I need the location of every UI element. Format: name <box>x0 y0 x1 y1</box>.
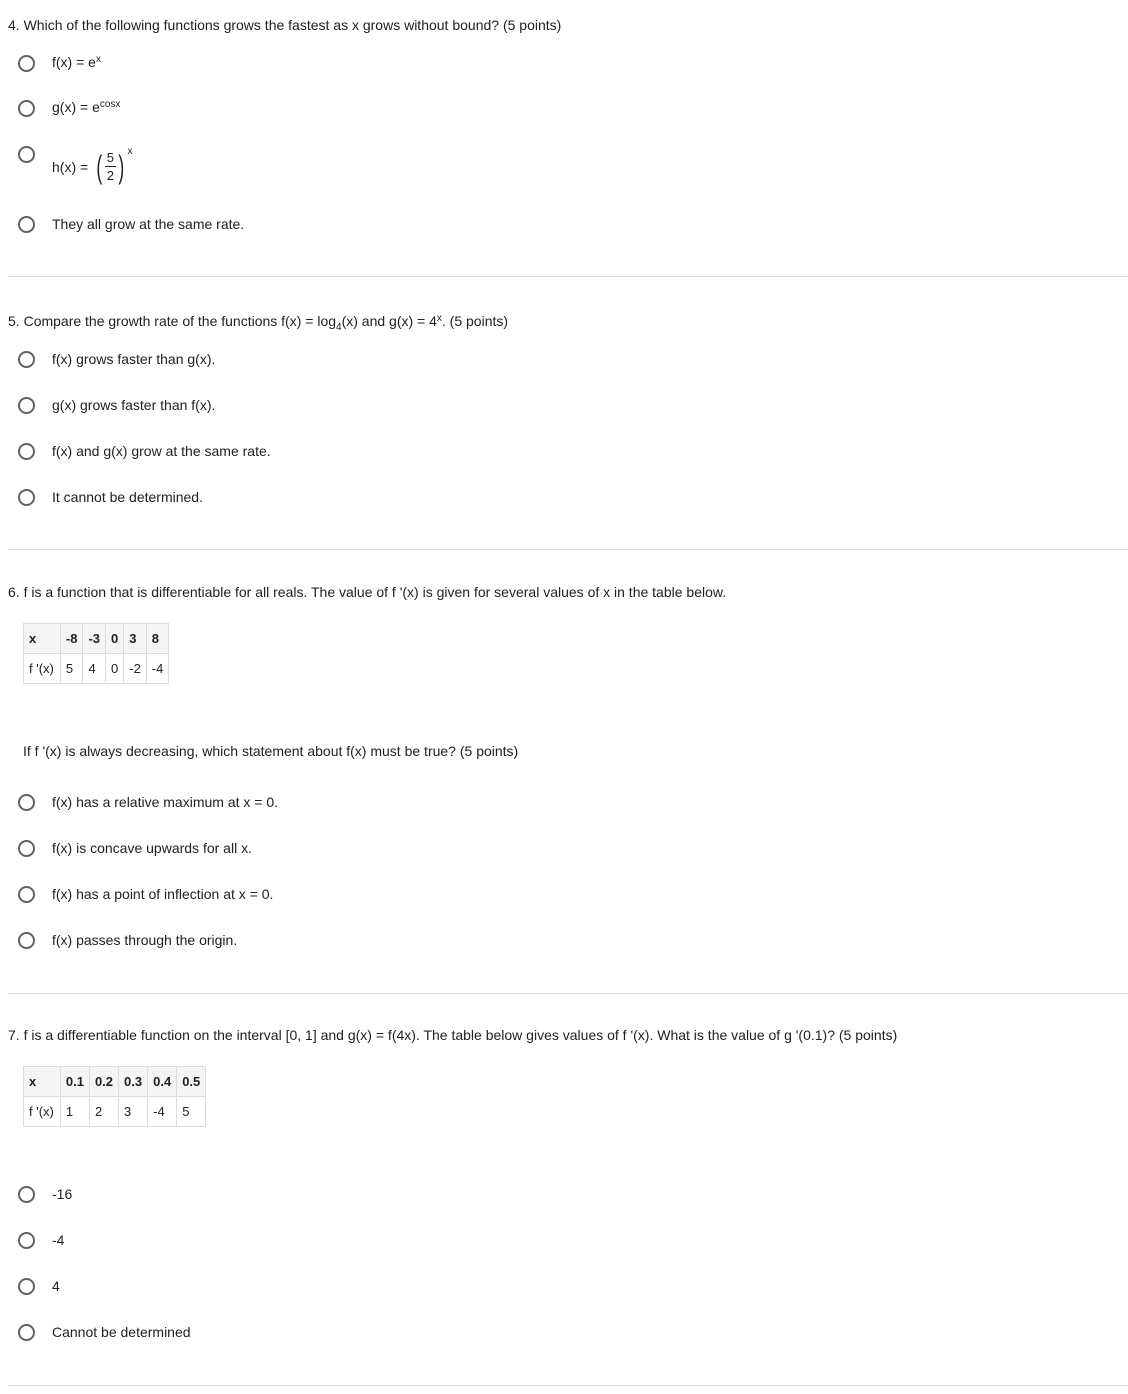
q4-option-1[interactable] <box>18 52 101 74</box>
radio-button[interactable] <box>18 100 35 117</box>
table-row: x 0.1 0.2 0.3 0.4 0.5 <box>24 1067 206 1097</box>
q4-option-2-label: $g(x) = e^{cosx}$ <box>52 98 121 115</box>
question-4-number: 4. <box>8 17 20 33</box>
q4-option-4[interactable] <box>18 213 244 235</box>
divider <box>8 1385 1128 1386</box>
q5-option-2[interactable] <box>18 394 215 416</box>
q7-option-2[interactable] <box>18 1229 64 1251</box>
q7-values-table <box>23 1066 206 1127</box>
radio-button[interactable] <box>18 1232 35 1249</box>
q5-option-4[interactable] <box>18 486 203 508</box>
radio-button[interactable] <box>18 443 35 460</box>
q6-option-3-label: f(x) has a point of inflection at x = 0. <box>52 886 274 902</box>
q4-option-3-label: h(x) = ( $\frac{5}{2}$ ) x <box>52 146 133 185</box>
table-row: x -8 -3 0 3 8 <box>24 624 169 654</box>
question-7-text: 7. f is a differentiable function on the interval [0, 1] and g(x) = f(4x). The table below gives values of f '(x). What is the value of g '(0.1)? (5 points) <box>8 1027 898 1043</box>
q7-option-3-label: 4 <box>52 1278 60 1294</box>
table-row: f '(x) 1 2 3 -4 5 <box>24 1097 206 1127</box>
question-4-text <box>8 16 561 34</box>
q5-option-2-label: g(x) grows faster than f(x). <box>52 397 216 413</box>
q6-option-4[interactable] <box>18 929 237 951</box>
radio-button[interactable] <box>18 216 35 233</box>
radio-button[interactable] <box>18 1278 35 1295</box>
q4-option-2[interactable] <box>18 97 120 119</box>
question-6-subquestion: If f '(x) is always decreasing, which statement about f(x) must be true? (5 points) <box>23 743 519 759</box>
q5-option-3[interactable] <box>18 440 271 462</box>
q5-option-4-label: It cannot be determined. <box>52 489 203 505</box>
q6-option-1[interactable] <box>18 791 278 813</box>
radio-button[interactable] <box>18 794 35 811</box>
q6-option-3[interactable] <box>18 883 273 905</box>
q7-option-2-label: -4 <box>52 1232 65 1248</box>
question-6-text: 6. f is a function that is differentiable for all reals. The value of f '(x) is given for several values of x in the table below. <box>8 584 727 600</box>
q7-option-4[interactable] <box>18 1321 191 1343</box>
radio-button[interactable] <box>18 489 35 506</box>
q5-option-1[interactable] <box>18 348 215 370</box>
q5-option-1-label: f(x) grows faster than g(x). <box>52 351 216 367</box>
radio-button[interactable] <box>18 55 35 72</box>
divider <box>8 993 1128 994</box>
radio-button[interactable] <box>18 397 35 414</box>
divider <box>8 549 1128 550</box>
q7-option-4-label: Cannot be determined <box>52 1324 191 1340</box>
q5-option-3-label: f(x) and g(x) grow at the same rate. <box>52 443 271 459</box>
q6-option-1-label: f(x) has a relative maximum at x = 0. <box>52 794 279 810</box>
fraction-five-halves: ( $\frac{5}{2}$ ) x <box>96 146 133 185</box>
q7-option-3[interactable] <box>18 1275 60 1297</box>
radio-button[interactable] <box>18 351 35 368</box>
radio-button[interactable] <box>18 886 35 903</box>
q6-values-table <box>23 623 169 684</box>
radio-button[interactable] <box>18 840 35 857</box>
radio-button[interactable] <box>18 932 35 949</box>
divider <box>8 276 1128 277</box>
radio-button[interactable] <box>18 1324 35 1341</box>
q6-option-2[interactable] <box>18 837 252 859</box>
q4-option-3[interactable] <box>18 143 35 165</box>
q6-option-4-label: f(x) passes through the origin. <box>52 932 238 948</box>
radio-button[interactable] <box>18 146 35 163</box>
q7-option-1-label: -16 <box>52 1186 73 1202</box>
question-4-prompt: Which of the following functions grows the fastest as x grows without bound? (5 points) <box>23 17 562 33</box>
q6-option-2-label: f(x) is concave upwards for all x. <box>52 840 252 856</box>
table-row: f '(x) 5 4 0 -2 -4 <box>24 654 169 684</box>
radio-button[interactable] <box>18 1186 35 1203</box>
q7-option-1[interactable] <box>18 1183 72 1205</box>
q4-option-4-label: They all grow at the same rate. <box>52 216 245 232</box>
q4-option-1-label: $f(x) = e^x$ <box>52 53 101 70</box>
question-5-text: 5. Compare the growth rate of the functions $f(x) = \log_4(x)$ and $g(x) = 4^x$. (5 points) <box>8 313 509 333</box>
